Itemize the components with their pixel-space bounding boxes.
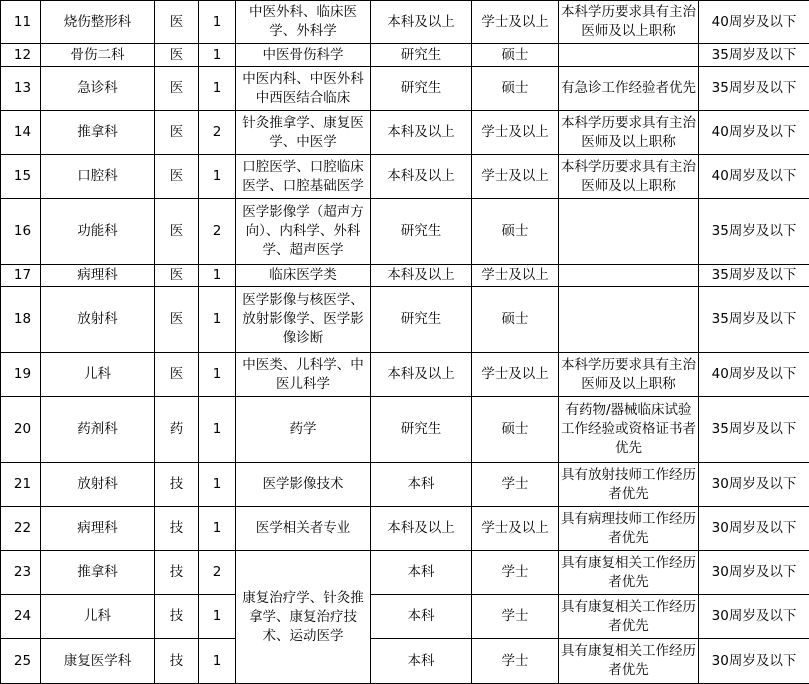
education: 研究生 (371, 199, 472, 265)
row-number: 21 (1, 463, 41, 507)
other-requirement: 具有病理技师工作经历者优先 (559, 507, 699, 551)
major: 临床医学类 (236, 265, 371, 287)
department: 急诊科 (41, 67, 155, 111)
headcount: 1 (199, 463, 236, 507)
age-limit: 35周岁及以下 (699, 67, 809, 111)
row-number: 18 (1, 287, 41, 353)
post-category: 技 (155, 639, 199, 684)
row-number: 20 (1, 397, 41, 463)
other-requirement: 具有康复相关工作经历者优先 (559, 595, 699, 639)
table-row (1, 287, 809, 353)
table-row (1, 155, 809, 199)
department: 功能科 (41, 199, 155, 265)
other-requirement: 具有放射技师工作经历者优先 (559, 463, 699, 507)
row-number: 22 (1, 507, 41, 551)
major: 中医内科、中医外科中西医结合临床 (236, 67, 371, 111)
department: 推拿科 (41, 551, 155, 595)
other-requirement: 本科学历要求具有主治医师及以上职称 (559, 111, 699, 155)
post-category: 医 (155, 1, 199, 44)
other-requirement: 有急诊工作经验者优先 (559, 67, 699, 111)
education: 本科及以上 (371, 111, 472, 155)
other-requirement (559, 265, 699, 287)
post-category: 医 (155, 265, 199, 287)
post-category: 技 (155, 595, 199, 639)
education: 本科 (371, 595, 472, 639)
row-number: 25 (1, 639, 41, 684)
table-row (1, 111, 809, 155)
other-requirement: 具有康复相关工作经历者优先 (559, 639, 699, 684)
degree: 学士及以上 (472, 353, 559, 397)
row-number: 19 (1, 353, 41, 397)
education: 本科 (371, 463, 472, 507)
degree: 学士 (472, 463, 559, 507)
table-row (1, 595, 809, 639)
headcount: 1 (199, 397, 236, 463)
age-limit: 35周岁及以下 (699, 199, 809, 265)
other-requirement: 具有康复相关工作经历者优先 (559, 551, 699, 595)
age-limit: 30周岁及以下 (699, 639, 809, 684)
age-limit: 30周岁及以下 (699, 463, 809, 507)
post-category: 医 (155, 199, 199, 265)
table-row (1, 199, 809, 265)
major: 医学影像学（超声方向）、内科学、外科学、超声医学 (236, 199, 371, 265)
degree: 硕士 (472, 397, 559, 463)
row-number: 11 (1, 1, 41, 44)
other-requirement (559, 287, 699, 353)
post-category: 药 (155, 397, 199, 463)
department: 烧伤整形科 (41, 1, 155, 44)
education: 研究生 (371, 67, 472, 111)
row-number: 16 (1, 199, 41, 265)
age-limit: 30周岁及以下 (699, 551, 809, 595)
degree: 硕士 (472, 67, 559, 111)
headcount: 1 (199, 67, 236, 111)
degree: 学士及以上 (472, 111, 559, 155)
degree: 硕士 (472, 199, 559, 265)
age-limit: 40周岁及以下 (699, 353, 809, 397)
major: 口腔医学、口腔临床医学、口腔基础医学 (236, 155, 371, 199)
headcount: 1 (199, 44, 236, 67)
age-limit: 40周岁及以下 (699, 1, 809, 44)
department: 推拿科 (41, 111, 155, 155)
major: 中医类、儿科学、中医儿科学 (236, 353, 371, 397)
major: 医学影像与核医学、放射影像学、医学影像诊断 (236, 287, 371, 353)
table-row (1, 265, 809, 287)
post-category: 医 (155, 44, 199, 67)
department: 儿科 (41, 353, 155, 397)
post-category: 医 (155, 67, 199, 111)
degree: 硕士 (472, 287, 559, 353)
table-row (1, 507, 809, 551)
degree: 学士及以上 (472, 1, 559, 44)
education: 本科及以上 (371, 1, 472, 44)
major: 医学相关者专业 (236, 507, 371, 551)
headcount: 1 (199, 1, 236, 44)
degree: 学士 (472, 551, 559, 595)
table-row (1, 353, 809, 397)
headcount: 2 (199, 551, 236, 595)
department: 儿科 (41, 595, 155, 639)
degree: 学士 (472, 639, 559, 684)
other-requirement: 本科学历要求具有主治医师及以上职称 (559, 1, 699, 44)
education: 本科及以上 (371, 265, 472, 287)
row-number: 13 (1, 67, 41, 111)
other-requirement: 有药物/器械临床试验工作经验或资格证书者优先 (559, 397, 699, 463)
age-limit: 35周岁及以下 (699, 287, 809, 353)
table-row (1, 463, 809, 507)
department: 口腔科 (41, 155, 155, 199)
headcount: 1 (199, 155, 236, 199)
major: 康复治疗学、针灸推拿学、康复治疗技术、运动医学 (236, 551, 371, 684)
degree: 学士及以上 (472, 507, 559, 551)
headcount: 2 (199, 111, 236, 155)
post-category: 医 (155, 287, 199, 353)
post-category: 技 (155, 463, 199, 507)
other-requirement: 本科学历要求具有主治医师及以上职称 (559, 353, 699, 397)
age-limit: 35周岁及以下 (699, 397, 809, 463)
department: 病理科 (41, 507, 155, 551)
age-limit: 40周岁及以下 (699, 155, 809, 199)
degree: 学士 (472, 595, 559, 639)
headcount: 1 (199, 595, 236, 639)
table-row (1, 67, 809, 111)
department: 康复医学科 (41, 639, 155, 684)
age-limit: 35周岁及以下 (699, 44, 809, 67)
major: 针灸推拿学、康复医学、中医学 (236, 111, 371, 155)
degree: 学士及以上 (472, 265, 559, 287)
headcount: 1 (199, 639, 236, 684)
table-row (1, 551, 809, 595)
education: 本科 (371, 639, 472, 684)
row-number: 24 (1, 595, 41, 639)
headcount: 1 (199, 353, 236, 397)
table-row (1, 44, 809, 67)
row-number: 17 (1, 265, 41, 287)
major: 中医骨伤科学 (236, 44, 371, 67)
education: 研究生 (371, 44, 472, 67)
row-number: 23 (1, 551, 41, 595)
post-category: 医 (155, 155, 199, 199)
other-requirement (559, 44, 699, 67)
age-limit: 30周岁及以下 (699, 595, 809, 639)
headcount: 1 (199, 507, 236, 551)
post-category: 技 (155, 551, 199, 595)
post-category: 医 (155, 111, 199, 155)
headcount: 2 (199, 199, 236, 265)
department: 病理科 (41, 265, 155, 287)
table-row (1, 639, 809, 684)
department: 骨伤二科 (41, 44, 155, 67)
department: 放射科 (41, 463, 155, 507)
row-number: 15 (1, 155, 41, 199)
degree: 硕士 (472, 44, 559, 67)
major: 医学影像技术 (236, 463, 371, 507)
row-number: 12 (1, 44, 41, 67)
table-row (1, 397, 809, 463)
post-category: 技 (155, 507, 199, 551)
age-limit: 30周岁及以下 (699, 507, 809, 551)
headcount: 1 (199, 287, 236, 353)
headcount: 1 (199, 265, 236, 287)
education: 研究生 (371, 287, 472, 353)
other-requirement: 本科学历要求具有主治医师及以上职称 (559, 155, 699, 199)
education: 本科及以上 (371, 155, 472, 199)
education: 本科 (371, 551, 472, 595)
degree: 学士及以上 (472, 155, 559, 199)
department: 放射科 (41, 287, 155, 353)
department: 药剂科 (41, 397, 155, 463)
education: 本科及以上 (371, 353, 472, 397)
table-row (1, 1, 809, 44)
major: 药学 (236, 397, 371, 463)
education: 本科及以上 (371, 507, 472, 551)
age-limit: 40周岁及以下 (699, 111, 809, 155)
row-number: 14 (1, 111, 41, 155)
age-limit: 35周岁及以下 (699, 265, 809, 287)
major: 中医外科、临床医学、外科学 (236, 1, 371, 44)
education: 研究生 (371, 397, 472, 463)
post-category: 医 (155, 353, 199, 397)
other-requirement (559, 199, 699, 265)
